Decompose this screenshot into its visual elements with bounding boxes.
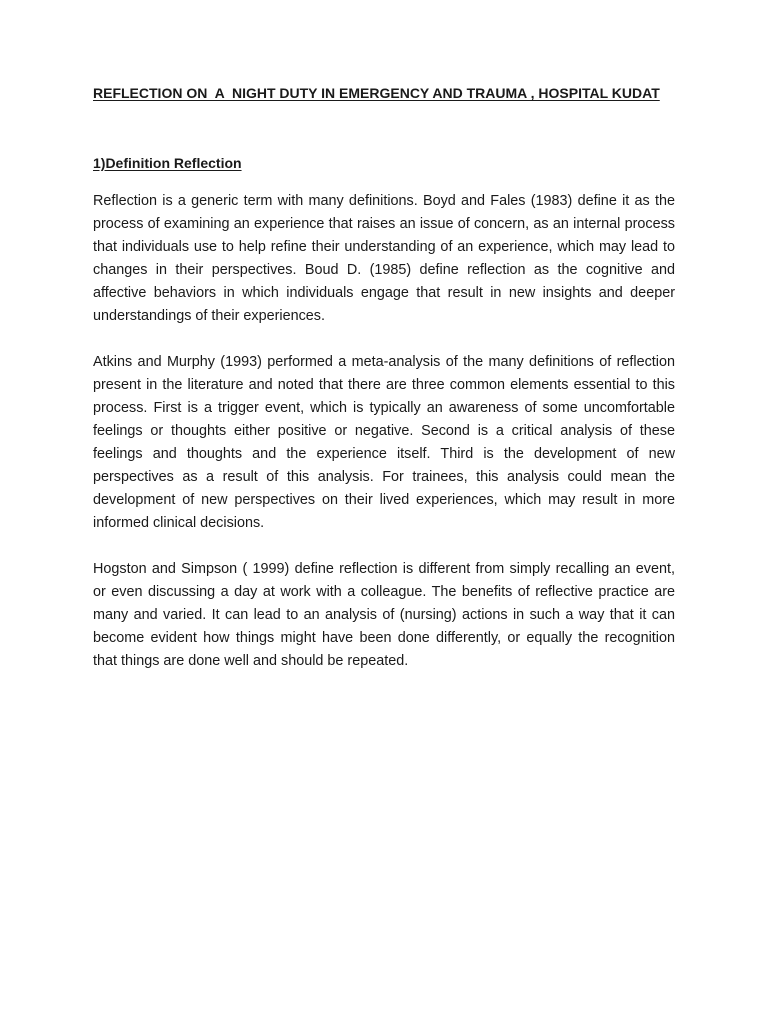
- body-text: [93, 190, 675, 696]
- section-heading: 1)Definition Reflection: [93, 155, 242, 171]
- paragraph-definition: Reflection is a generic term with many definitions. Boyd and Fales (1983) define it as the process of examining an experience that raises an issue of concern, as an internal process that individuals use to help refine their understanding of an experience, which may lead to changes in their perspectives. Boud D. (1985) define reflection as the cognitive and affective behaviors in which individuals engage that result in new insights and deeper understandings of their experiences.: [93, 193, 675, 324]
- document-title: REFLECTION ON A NIGHT DUTY IN EMERGENCY AND TRAUMA , HOSPITAL KUDAT: [93, 85, 660, 101]
- paragraph-hogston-simpson: Hogston and Simpson ( 1999) define reflection is different from simply recalling an event, or even discussing a day at work with a colleague. The benefits of reflective practice are many and varied. It can lead to an analysis of (nursing) actions in such a way that it can become evident how things might have been done differently, or equally the recognition that things are done well and should be repeated.: [93, 561, 675, 669]
- paragraph-atkins-murphy: Atkins and Murphy (1993) performed a meta-analysis of the many definitions of reflection present in the literature and noted that there are three common elements essential to this process. First is a trigger event, which is typically an awareness of some uncomfortable feelings or thoughts either positive or negative. Second is a critical analysis of these feelings and thoughts and the experience itself. Third is the development of new perspectives as a result of this analysis. For trainees, this analysis could mean the development of new perspectives on their lived experiences, which may result in more informed clinical decisions.: [93, 354, 675, 531]
